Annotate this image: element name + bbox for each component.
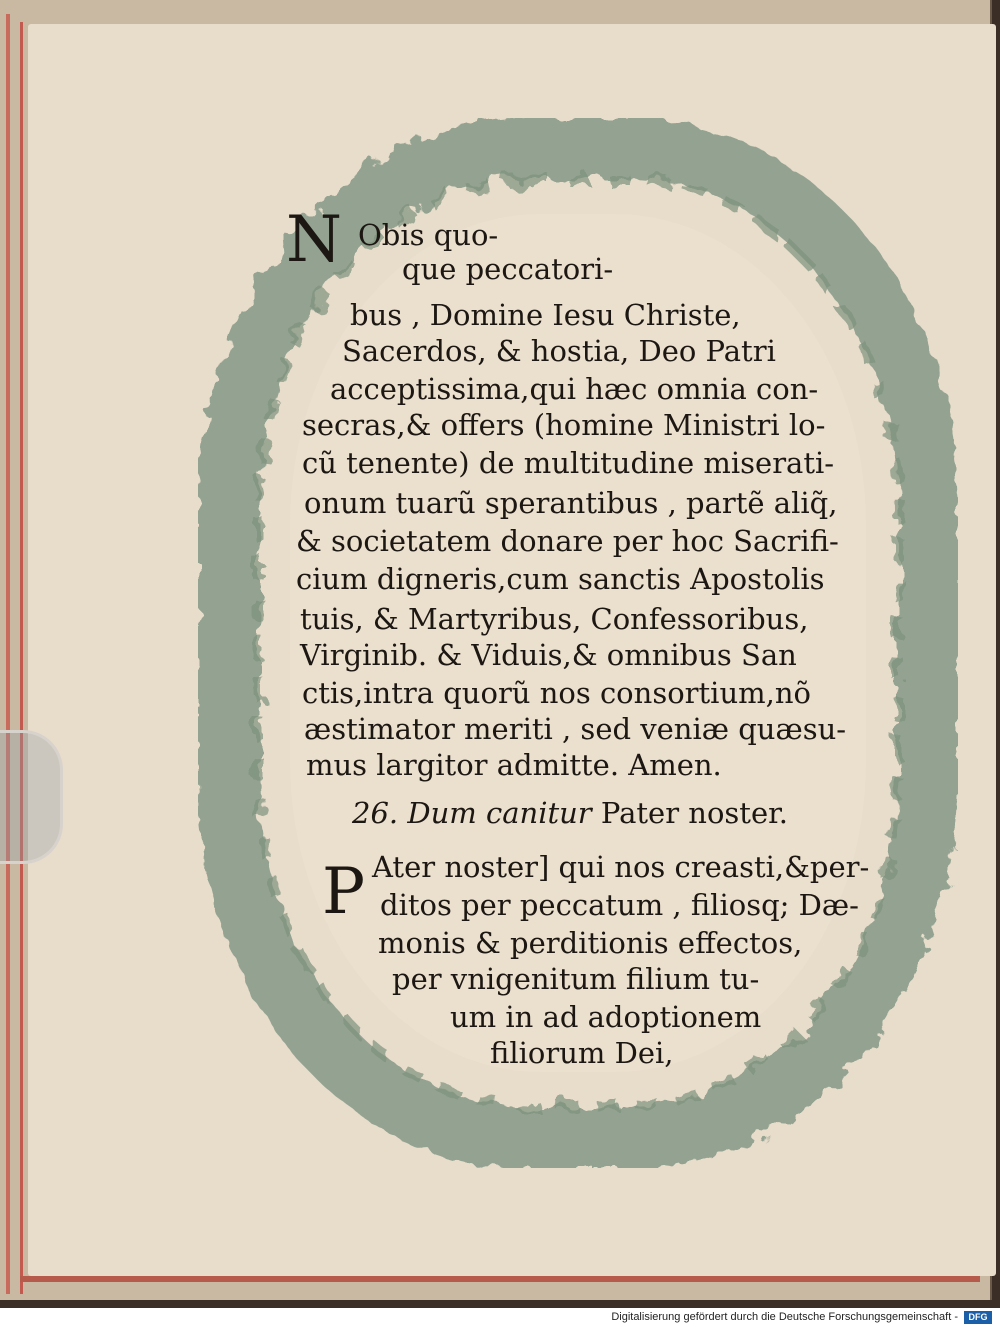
prayer2-line: per vnigenitum filium tu- [392, 962, 760, 996]
prayer1-line: & societatem donare per hoc Sacrifi- [296, 524, 839, 558]
prayer1-line: onum tuarũ sperantibus , partẽ aliq̃, [304, 486, 838, 520]
footer-bar [0, 1308, 1000, 1327]
prayer1-line: secras,& offers (homine Ministri lo- [302, 408, 826, 442]
prayer1-line: tuis, & Martyribus, Confessoribus, [300, 602, 809, 636]
prayer1-line: acceptissima,qui hæc omnia con- [330, 372, 819, 406]
dfg-logo: DFG [964, 1311, 992, 1324]
section-heading [352, 796, 788, 830]
prayer1-line: que peccatori- [402, 252, 614, 286]
prayer2-line: Ater noster] qui nos creasti,&per- [372, 850, 870, 884]
prayer1-line: Virginib. & Viduis,& omnibus San [300, 638, 797, 672]
red-bottom-edge [20, 1276, 980, 1282]
prayer1-line: Sacerdos, & hostia, Deo Patri [342, 334, 776, 368]
prayer1-line: bus , Domine Iesu Christe, [350, 298, 741, 332]
prayer1-line: cũ tenente) de multitudine miserati- [302, 446, 835, 480]
prayer1-line: Obis quo- [358, 218, 499, 252]
red-page-edge [6, 14, 10, 1294]
heading-roman: Pater noster. [600, 796, 789, 830]
book-clasp-icon [0, 730, 63, 864]
red-page-edge-inner [20, 22, 23, 1294]
prayer2-line: ditos per peccatum , filiosq; Dæ- [380, 888, 859, 922]
prayer2-line: filiorum Dei, [490, 1036, 674, 1070]
prayer1-line: mus largitor admitte. Amen. [306, 748, 722, 782]
prayer2-line: um in ad adoptionem [450, 1000, 762, 1034]
prayer2-line: monis & perditionis effectos, [378, 926, 803, 960]
prayer1-line: ctis,intra quorũ nos consortium,nõ [302, 676, 811, 710]
prayer1-line: æstimator meriti , sed veniæ quæsu- [304, 712, 847, 746]
dropcap-p: P [322, 855, 366, 929]
prayer1-line: cium digneris,cum sanctis Apostolis [296, 562, 825, 596]
heading-italic: 26. Dum canitur [352, 796, 592, 830]
footer-credit: Digitalisierung gefördert durch die Deutsche Forschungsgemeinschaft - [611, 1311, 958, 1323]
dropcap-n: N [286, 203, 342, 277]
